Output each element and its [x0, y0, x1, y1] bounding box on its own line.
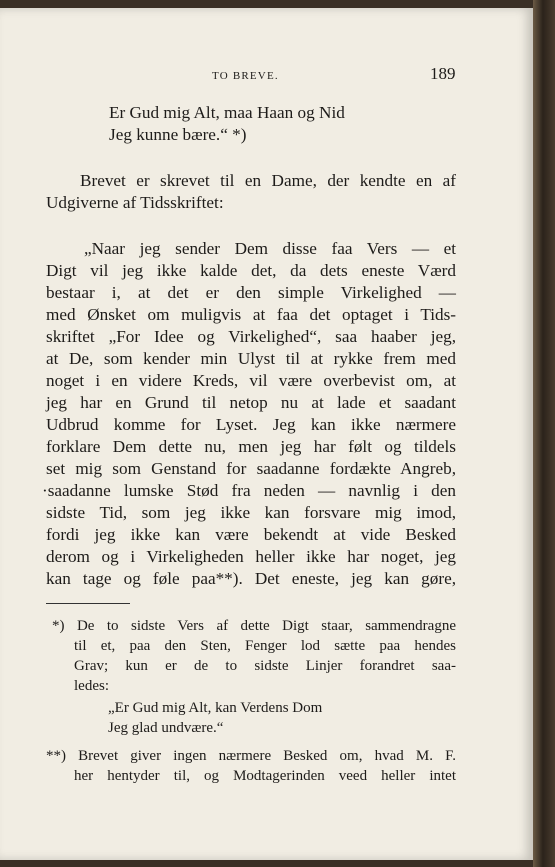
paragraph-line: Brevet er skrevet til en Dame, der kendte en af [80, 171, 456, 190]
letter-line: Udbrud komme for Lyset. Jeg kan ikke nærmere [46, 415, 456, 434]
book-spine [533, 0, 555, 867]
letter-line: noget i en videre Kreds, vil være overbevist om, at [46, 371, 456, 390]
letter-line: skriftet „For Idee og Virkelighed“, saa haaber jeg, [46, 327, 456, 346]
letter-line: Digt vil jeg ikke kalde det, da dets eneste Værd [46, 261, 456, 280]
letter-line: jeg har en Grund til netop nu at lade et saadant [46, 393, 456, 412]
footnote-verse-line: Jeg glad undvære.“ [108, 720, 224, 736]
footnote-line: ledes: [74, 678, 109, 694]
footnote-line: Grav; kun er de to sidste Linjer forandret saa- [74, 658, 456, 674]
paragraph-line: Udgiverne af Tidsskriftet: [46, 193, 224, 212]
verse-line: Jeg kunne bære.“ *) [109, 125, 247, 144]
letter-line: bestaar i, at det er den simple Virkelighed — [46, 283, 456, 302]
letter-line: set mig som Genstand for saadanne fordækte Angreb, [46, 459, 456, 478]
letter-line: „Naar jeg sender Dem disse faa Vers — et [84, 239, 456, 258]
letter-line: forklare Dem dette nu, men jeg har følt og tildels [46, 437, 456, 456]
letter-line: fordi jeg ikke kan være bekendt at vide Besked [46, 525, 456, 544]
page-header [0, 64, 533, 88]
footnote-separator [46, 603, 130, 604]
letter-line: med Ønsket om muligvis at faa det optaget i Tids- [46, 305, 456, 324]
letter-line: at De, som kender min Ulyst til at rykke frem med [46, 349, 456, 368]
footnote-line: til et, paa den Sten, Fenger lod sætte paa hendes [74, 638, 456, 654]
footnote-line: **) Brevet giver ingen nærmere Besked om, hvad M. F. [46, 748, 456, 764]
letter-line: sidste Tid, som jeg ikke kan forsvare mig imod, [46, 503, 456, 522]
letter-line: derom og i Virkeligheden heller ikke har noget, jeg [46, 547, 456, 566]
running-title: TO BREVE. [212, 70, 279, 82]
page-number: 189 [430, 64, 456, 83]
footnote-line: *) De to sidste Vers af dette Digt staar, sammendragne [52, 618, 456, 634]
letter-line: kan tage og føle paa**). Det eneste, jeg kan gøre, [46, 569, 456, 588]
verse-line: Er Gud mig Alt, maa Haan og Nid [109, 103, 345, 122]
footnote-line: her hentyder til, og Modtagerinden veed heller intet [74, 768, 456, 784]
footnote-verse-line: „Er Gud mig Alt, kan Verdens Dom [108, 700, 323, 716]
letter-line: ·saadanne lumske Stød fra neden — navnlig i den [42, 481, 456, 500]
book-page [0, 8, 533, 860]
